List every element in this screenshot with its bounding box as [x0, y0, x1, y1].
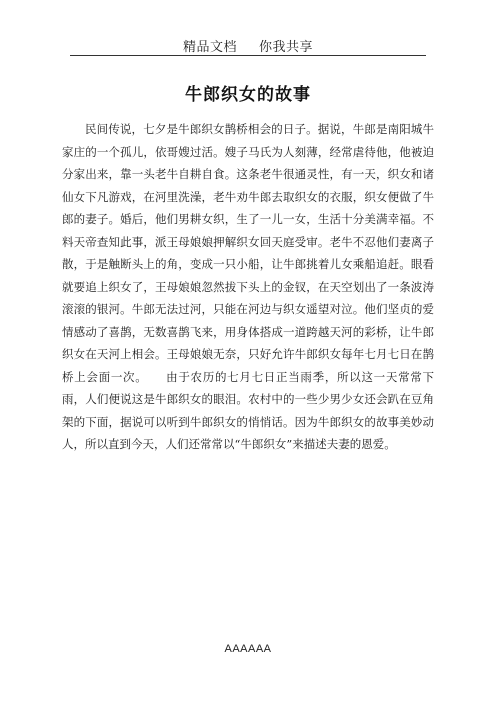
document-body: 民间传说，七夕是牛郎织女鹊桥相会的日子。据说，牛郎是南阳城牛家庄的一个孤儿，依哥嫂过活。嫂子马氏为人刻薄，经常虐待他，他被迫分家出来，靠一头老牛自耕自食。这条老牛很通灵性，有一天，织女和诸仙女下凡游戏，在河里洗澡，老牛劝牛郎去取织女的衣服，织女便做了牛郎的妻子。婚后，他们男耕女织，生了一儿一女，生活十分美满幸福。不料天帝查知此事，派王母娘娘押解织女回天庭受审。老牛不忍他们妻离子散，于是触断头上的角，变成一只小船，让牛郎挑着儿女乘船追赶。眼看就要追上织女了，王母娘娘忽然拔下头上的金钗，在天空划出了一条波涛滚滚的银河。牛郎无法过河，只能在河边与织女遥望对泣。他们坚贞的爱情感动了喜鹊，无数喜鹊飞来，用身体搭成一道跨越天河的彩桥，让牛郎织女在天河上相会。王母娘娘无奈，只好允许牛郎织女每年七月七日在鹊桥上会面一次。 由于农历的七月七日正当雨季，所以这一天常常下雨，人们便说这是牛郎织女的眼泪。农村中的一些少男少女还会趴在豆角架的下面，据说可以听到牛郎织女的悄悄话。因为牛郎织女的故事美妙动人，所以直到今天，人们还常常以“牛郎织女”来描述夫妻的恩爱。	[62, 122, 434, 451]
page-footer: AAAAAA	[224, 643, 272, 655]
header-left-text: 精品文档	[182, 40, 237, 55]
page-header	[0, 36, 496, 55]
header-divider	[70, 55, 426, 56]
header-right-text: 你我共享	[259, 40, 314, 55]
document-title: 牛郎织女的故事	[185, 85, 311, 105]
